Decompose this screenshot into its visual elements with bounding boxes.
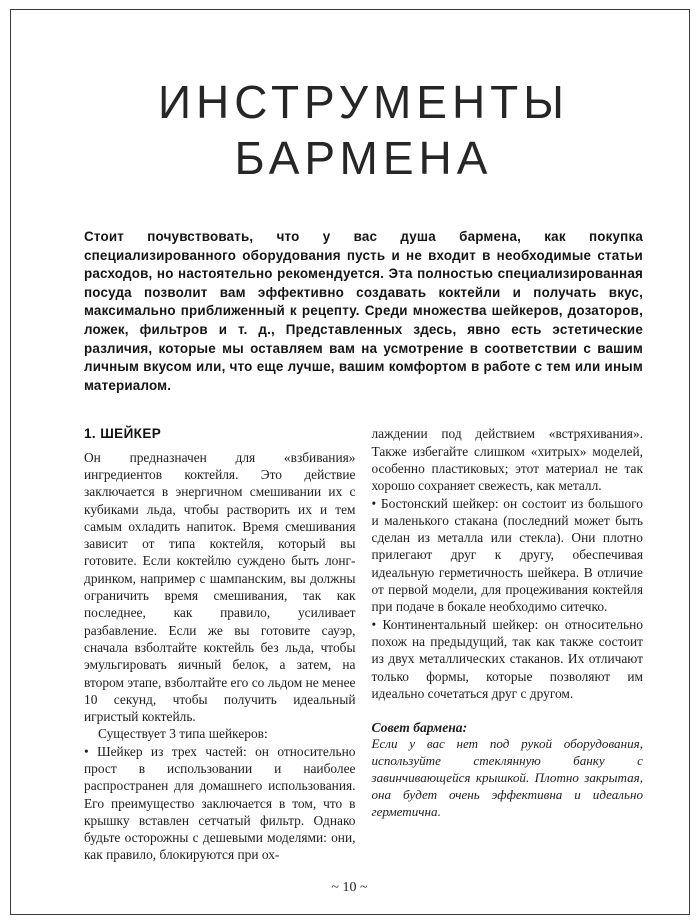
page-title-line1: ИНСТРУМЕНТЫ <box>157 76 569 128</box>
two-column-text <box>84 425 643 863</box>
paragraph: Существует 3 типа шейкеров: <box>98 726 268 742</box>
paragraph: Он предназначен для «взбивания» ингредиентов коктейля. Это действие заключается в энергичном смешивании их с кубиками льда, чтобы растворить их и тем самым охладить напиток. Время смешивания зависит от типа коктейля, который вы готовите. Если коктейлю суждено быть лонг-дринком, например с шампанским, вы должны ограничить время смешивания, так как последнее, как правило, усиливает разбавление. Если же вы готовите сауэр, сначала взболтайте коктейль без льда, чтобы эмульгировать яичный белок, а затем, на втором этапе, взболтайте его со льдом не менее 10 секунд, чтобы получить идеальный игристый коктейль. <box>84 449 356 725</box>
bullet-paragraph: • Континентальный шейкер: он относительно похож на предыдущий, так как также состоит из двух металлических стаканов. Их отличают только формы, которые позволяют им идеально сочетаться друг с другом. <box>371 616 643 701</box>
tip-heading: Совет бармена: <box>371 720 468 736</box>
page-title-line2: БАРМЕНА <box>234 132 493 184</box>
page-title <box>84 74 643 186</box>
paragraph: лаждении под действием «встряхивания». Также избегайте слишком «хитрых» моделей, особенно пластиковых; этот материал не так хорошо сохраняет свежесть, как металл. <box>371 426 643 494</box>
column-right <box>372 425 644 863</box>
column-left <box>84 425 356 863</box>
page-number: ~ 10 ~ <box>331 880 368 895</box>
bullet-paragraph: • Шейкер из трех частей: он относительно прост в использовании и наиболее распространен для домашнего использования. Его преимущество заключается в том, что в крышку вставлен сетчатый фильтр. Однако будьте осторожны с дешевыми моделями: они, как правило, блокируются при ох- <box>84 743 356 863</box>
page-content <box>84 0 643 923</box>
tip-body: Если у вас нет под рукой оборудования, используйте стеклянную банку с завинчивающейся крышкой. Плотно закрытая, она будет очень эффективна и идеально герметична. <box>371 736 643 819</box>
section-heading: 1. ШЕЙКЕР <box>84 426 162 442</box>
bullet-paragraph: • Бостонский шейкер: он состоит из большого и маленького стакана (последний может быть сделан из металла или стекла). Они плотно прилегают друг к другу, обеспечивая идеальную герметичность шейкера. В отличие от первой модели, для процеживания коктейля при подаче в бокале необходимо ситечко. <box>371 495 643 615</box>
intro-paragraph: Стоит почувствовать, что у вас душа бармена, как покупка специализированного оборудования пусть и не входит в необходимые статьи расходов, но настоятельно рекомендуется. Эта полностью специализированная посуда позволит вам эффективно создавать коктейли и получать вкус, максимально приближенный к рецепту. Среди множества шейкеров, дозаторов, ложек, фильтров и т. д., Представленных здесь, явно есть эстетические различия, которые мы оставляем вам на усмотрение в соответствии с вашим личным вкусом или, что еще лучше, вашим комфортом в работе с тем или иным материалом. <box>84 229 643 393</box>
